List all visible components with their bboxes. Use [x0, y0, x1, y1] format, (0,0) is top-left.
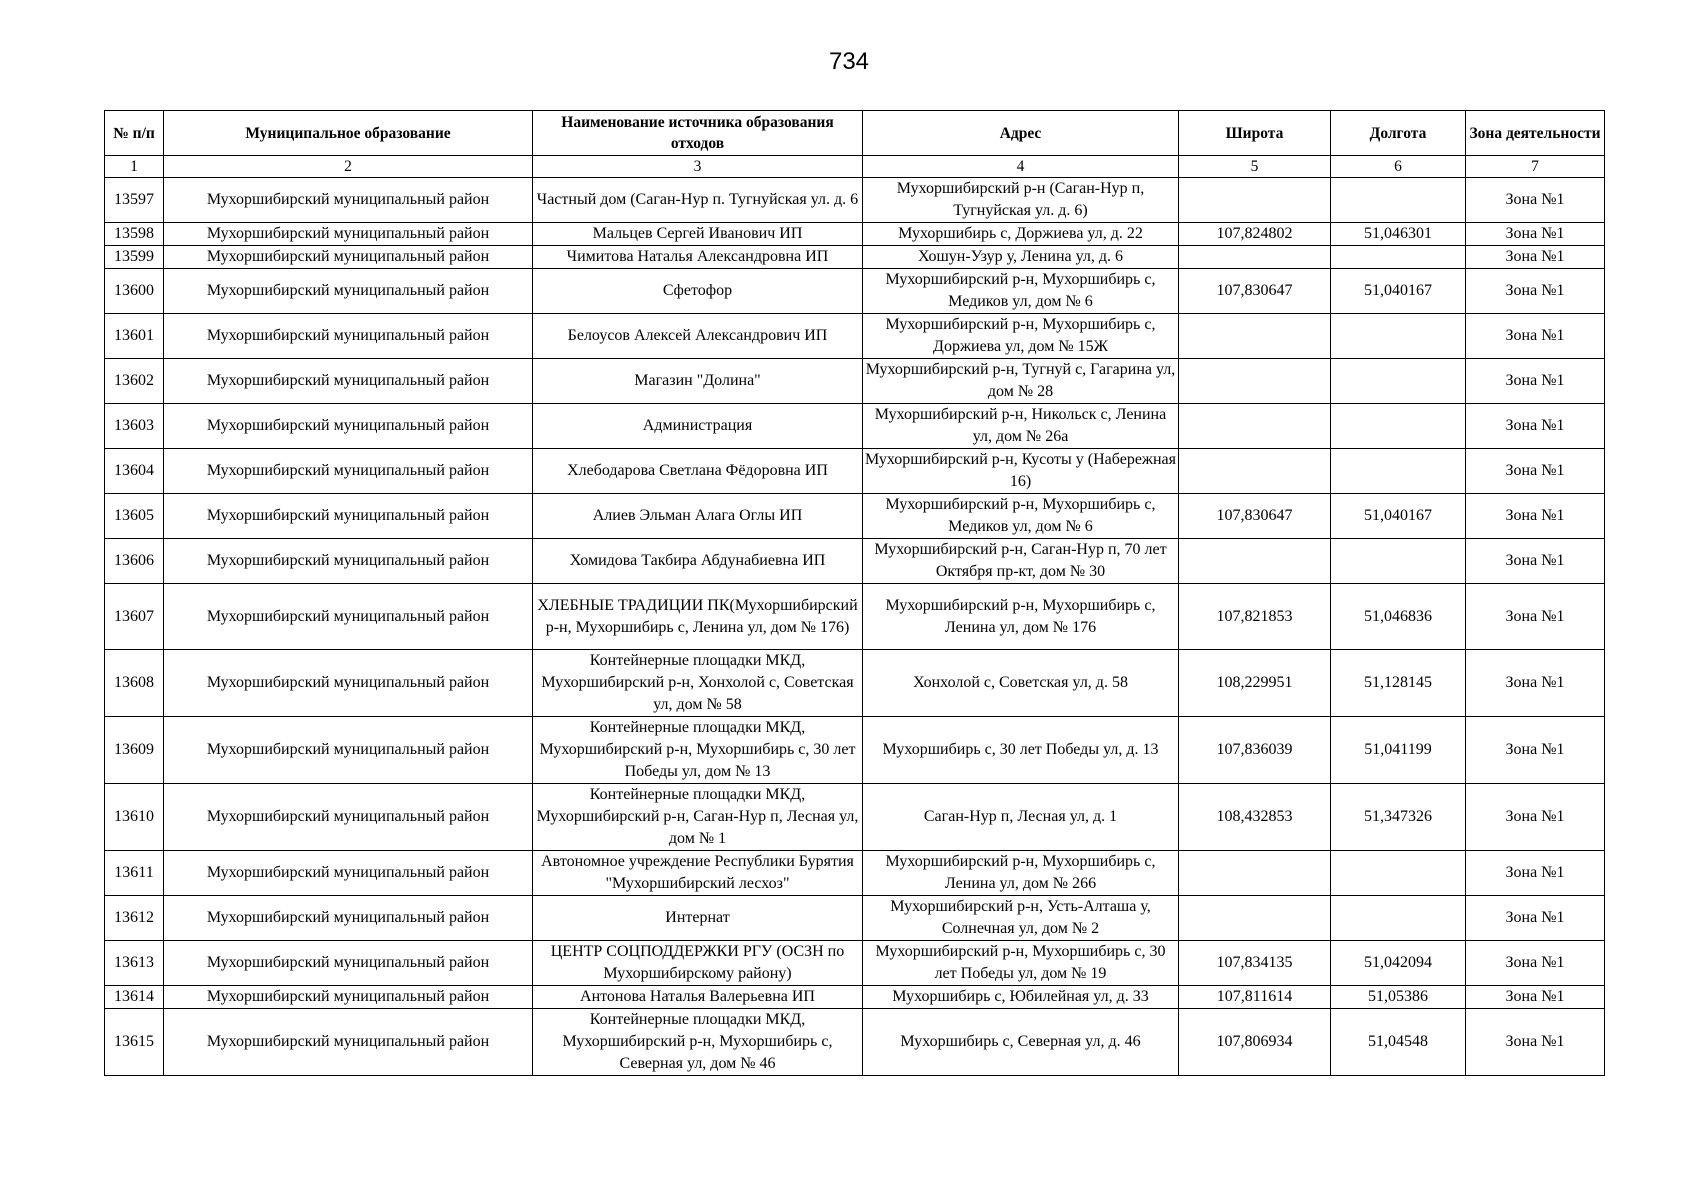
source-name-cell: Хомидова Такбира Абдунабиевна ИП	[533, 539, 863, 584]
source-name-cell: Мальцев Сергей Иванович ИП	[533, 223, 863, 246]
column-number: 6	[1331, 156, 1466, 178]
latitude-cell: 108,432853	[1179, 784, 1331, 851]
address-cell: Мухоршибирь с, Доржиева ул, д. 22	[863, 223, 1179, 246]
row-number-cell: 13601	[105, 314, 164, 359]
longitude-cell: 51,046301	[1331, 223, 1466, 246]
latitude-cell	[1179, 896, 1331, 941]
source-name-cell: ЦЕНТР СОЦПОДДЕРЖКИ РГУ (ОСЗН по Мухоршибирскому району)	[533, 941, 863, 986]
municipality-cell: Мухоршибирский муниципальный район	[164, 851, 533, 896]
column-number: 5	[1179, 156, 1331, 178]
address-cell: Мухоршибирский р-н, Никольск с, Ленина ул, дом № 26а	[863, 404, 1179, 449]
municipality-cell: Мухоршибирский муниципальный район	[164, 223, 533, 246]
municipality-cell: Мухоршибирский муниципальный район	[164, 449, 533, 494]
zone-cell: Зона №1	[1466, 584, 1605, 650]
municipality-cell: Мухоршибирский муниципальный район	[164, 539, 533, 584]
row-number-cell: 13612	[105, 896, 164, 941]
source-name-cell: Белоусов Алексей Александрович ИП	[533, 314, 863, 359]
longitude-cell: 51,04548	[1331, 1009, 1466, 1076]
longitude-cell	[1331, 539, 1466, 584]
address-cell: Мухоршибирский р-н, Мухоршибирь с, Медиков ул, дом № 6	[863, 269, 1179, 314]
source-name-cell: Интернат	[533, 896, 863, 941]
row-number-cell: 13609	[105, 717, 164, 784]
source-name-cell: Контейнерные площадки МКД, Мухоршибирский р-н, Хонхолой с, Советская ул, дом № 58	[533, 650, 863, 717]
longitude-cell: 51,042094	[1331, 941, 1466, 986]
zone-cell: Зона №1	[1466, 404, 1605, 449]
longitude-cell: 51,128145	[1331, 650, 1466, 717]
latitude-cell: 107,824802	[1179, 223, 1331, 246]
source-name-cell: Хлебодарова Светлана Фёдоровна ИП	[533, 449, 863, 494]
table-row	[105, 539, 1605, 584]
source-name-cell: Антонова Наталья Валерьевна ИП	[533, 986, 863, 1009]
zone-cell: Зона №1	[1466, 178, 1605, 223]
row-number-cell: 13604	[105, 449, 164, 494]
table-row	[105, 314, 1605, 359]
column-number: 4	[863, 156, 1179, 178]
header-row	[105, 111, 1605, 156]
latitude-cell: 107,830647	[1179, 269, 1331, 314]
latitude-cell: 107,821853	[1179, 584, 1331, 650]
source-name-cell: Контейнерные площадки МКД, Мухоршибирский р-н, Мухоршибирь с, 30 лет Победы ул, дом № 13	[533, 717, 863, 784]
table-row	[105, 246, 1605, 269]
source-name-cell: Администрация	[533, 404, 863, 449]
latitude-cell	[1179, 404, 1331, 449]
latitude-cell	[1179, 539, 1331, 584]
zone-cell: Зона №1	[1466, 851, 1605, 896]
municipality-cell: Мухоршибирский муниципальный район	[164, 359, 533, 404]
address-cell: Мухоршибирский р-н, Усть-Алташа у, Солнечная ул, дом № 2	[863, 896, 1179, 941]
zone-cell: Зона №1	[1466, 449, 1605, 494]
latitude-cell	[1179, 851, 1331, 896]
table-row	[105, 896, 1605, 941]
zone-cell: Зона №1	[1466, 314, 1605, 359]
longitude-cell: 51,05386	[1331, 986, 1466, 1009]
table-row	[105, 404, 1605, 449]
row-number-cell: 13615	[105, 1009, 164, 1076]
table-row	[105, 494, 1605, 539]
latitude-cell	[1179, 246, 1331, 269]
zone-cell: Зона №1	[1466, 717, 1605, 784]
latitude-cell	[1179, 449, 1331, 494]
zone-cell: Зона №1	[1466, 986, 1605, 1009]
table-row	[105, 359, 1605, 404]
column-number: 2	[164, 156, 533, 178]
table-row	[105, 1009, 1605, 1076]
column-number: 3	[533, 156, 863, 178]
longitude-cell: 51,041199	[1331, 717, 1466, 784]
header-cell: Наименование источника образования отходов	[533, 111, 863, 156]
municipality-cell: Мухоршибирский муниципальный район	[164, 314, 533, 359]
table-row	[105, 851, 1605, 896]
address-cell: Мухоршибирский р-н, Мухоршибирь с, Медиков ул, дом № 6	[863, 494, 1179, 539]
zone-cell: Зона №1	[1466, 359, 1605, 404]
longitude-cell	[1331, 851, 1466, 896]
municipality-cell: Мухоршибирский муниципальный район	[164, 246, 533, 269]
row-number-cell: 13614	[105, 986, 164, 1009]
row-number-cell: 13610	[105, 784, 164, 851]
address-cell: Мухоршибирский р-н (Саган-Нур п, Тугнуйская ул. д. 6)	[863, 178, 1179, 223]
source-name-cell: Контейнерные площадки МКД, Мухоршибирский р-н, Мухоршибирь с, Северная ул, дом № 46	[533, 1009, 863, 1076]
address-cell: Хошун-Узур у, Ленина ул, д. 6	[863, 246, 1179, 269]
zone-cell: Зона №1	[1466, 650, 1605, 717]
longitude-cell: 51,046836	[1331, 584, 1466, 650]
longitude-cell	[1331, 359, 1466, 404]
row-number-cell: 13605	[105, 494, 164, 539]
source-name-cell: Чимитова Наталья Александровна ИП	[533, 246, 863, 269]
longitude-cell: 51,040167	[1331, 494, 1466, 539]
municipality-cell: Мухоршибирский муниципальный район	[164, 269, 533, 314]
source-name-cell: Магазин "Долина"	[533, 359, 863, 404]
address-cell: Мухоршибирь с, 30 лет Победы ул, д. 13	[863, 717, 1179, 784]
address-cell: Мухоршибирский р-н, Мухоршибирь с, Ленина ул, дом № 176	[863, 584, 1179, 650]
address-cell: Мухоршибирский р-н, Тугнуй с, Гагарина ул, дом № 28	[863, 359, 1179, 404]
row-number-cell: 13606	[105, 539, 164, 584]
header-cell: Муниципальное образование	[164, 111, 533, 156]
longitude-cell	[1331, 246, 1466, 269]
zone-cell: Зона №1	[1466, 246, 1605, 269]
address-cell: Мухоршибирь с, Северная ул, д. 46	[863, 1009, 1179, 1076]
source-name-cell: Алиев Эльман Алага Оглы ИП	[533, 494, 863, 539]
source-name-cell: Автономное учреждение Республики Бурятия "Мухоршибирский лесхоз"	[533, 851, 863, 896]
address-cell: Мухоршибирский р-н, Мухоршибирь с, Доржиева ул, дом № 15Ж	[863, 314, 1179, 359]
zone-cell: Зона №1	[1466, 269, 1605, 314]
zone-cell: Зона №1	[1466, 1009, 1605, 1076]
municipality-cell: Мухоршибирский муниципальный район	[164, 178, 533, 223]
zone-cell: Зона №1	[1466, 784, 1605, 851]
row-number-cell: 13607	[105, 584, 164, 650]
zone-cell: Зона №1	[1466, 494, 1605, 539]
address-cell: Саган-Нур п, Лесная ул, д. 1	[863, 784, 1179, 851]
table-row	[105, 717, 1605, 784]
municipality-cell: Мухоршибирский муниципальный район	[164, 896, 533, 941]
municipality-cell: Мухоршибирский муниципальный район	[164, 717, 533, 784]
municipality-cell: Мухоршибирский муниципальный район	[164, 1009, 533, 1076]
source-name-cell: ХЛЕБНЫЕ ТРАДИЦИИ ПК(Мухоршибирский р-н, Мухоршибирь с, Ленина ул, дом № 176)	[533, 584, 863, 650]
table-row	[105, 986, 1605, 1009]
row-number-cell: 13611	[105, 851, 164, 896]
row-number-cell: 13597	[105, 178, 164, 223]
municipality-cell: Мухоршибирский муниципальный район	[164, 404, 533, 449]
latitude-cell: 107,836039	[1179, 717, 1331, 784]
latitude-cell	[1179, 314, 1331, 359]
latitude-cell: 107,806934	[1179, 1009, 1331, 1076]
address-cell: Мухоршибирский р-н, Мухоршибирь с, Ленина ул, дом № 266	[863, 851, 1179, 896]
longitude-cell: 51,040167	[1331, 269, 1466, 314]
header-cell: Зона деятельности	[1466, 111, 1605, 156]
table-row	[105, 784, 1605, 851]
longitude-cell	[1331, 449, 1466, 494]
header-cell: Долгота	[1331, 111, 1466, 156]
header-cell: № п/п	[105, 111, 164, 156]
latitude-cell	[1179, 178, 1331, 223]
row-number-cell: 13602	[105, 359, 164, 404]
source-name-cell: Сфетофор	[533, 269, 863, 314]
column-number: 1	[105, 156, 164, 178]
latitude-cell: 107,834135	[1179, 941, 1331, 986]
zone-cell: Зона №1	[1466, 896, 1605, 941]
table-row	[105, 178, 1605, 223]
address-cell: Мухоршибирский р-н, Кусоты у (Набережная 16)	[863, 449, 1179, 494]
latitude-cell: 108,229951	[1179, 650, 1331, 717]
table-row	[105, 584, 1605, 650]
zone-cell: Зона №1	[1466, 223, 1605, 246]
column-number-row	[105, 156, 1605, 178]
longitude-cell	[1331, 178, 1466, 223]
municipality-cell: Мухоршибирский муниципальный район	[164, 494, 533, 539]
table-row	[105, 449, 1605, 494]
longitude-cell	[1331, 896, 1466, 941]
latitude-cell: 107,811614	[1179, 986, 1331, 1009]
longitude-cell	[1331, 404, 1466, 449]
latitude-cell: 107,830647	[1179, 494, 1331, 539]
municipality-cell: Мухоршибирский муниципальный район	[164, 784, 533, 851]
row-number-cell: 13613	[105, 941, 164, 986]
table-row	[105, 941, 1605, 986]
header-cell: Адрес	[863, 111, 1179, 156]
zone-cell: Зона №1	[1466, 941, 1605, 986]
row-number-cell: 13600	[105, 269, 164, 314]
waste-sources-table	[104, 110, 1605, 1076]
row-number-cell: 13598	[105, 223, 164, 246]
table-row	[105, 223, 1605, 246]
address-cell: Мухоршибирь с, Юбилейная ул, д. 33	[863, 986, 1179, 1009]
table-row	[105, 650, 1605, 717]
address-cell: Хонхолой с, Советская ул, д. 58	[863, 650, 1179, 717]
address-cell: Мухоршибирский р-н, Саган-Нур п, 70 лет Октября пр-кт, дом № 30	[863, 539, 1179, 584]
table-row	[105, 269, 1605, 314]
latitude-cell	[1179, 359, 1331, 404]
address-cell: Мухоршибирский р-н, Мухоршибирь с, 30 лет Победы ул, дом № 19	[863, 941, 1179, 986]
longitude-cell	[1331, 314, 1466, 359]
municipality-cell: Мухоршибирский муниципальный район	[164, 584, 533, 650]
row-number-cell: 13603	[105, 404, 164, 449]
table-body	[105, 178, 1605, 1076]
longitude-cell: 51,347326	[1331, 784, 1466, 851]
row-number-cell: 13599	[105, 246, 164, 269]
municipality-cell: Мухоршибирский муниципальный район	[164, 986, 533, 1009]
source-name-cell: Частный дом (Саган-Нур п. Тугнуйская ул. д. 6	[533, 178, 863, 223]
page-number: 734	[828, 48, 870, 75]
row-number-cell: 13608	[105, 650, 164, 717]
municipality-cell: Мухоршибирский муниципальный район	[164, 941, 533, 986]
municipality-cell: Мухоршибирский муниципальный район	[164, 650, 533, 717]
source-name-cell: Контейнерные площадки МКД, Мухоршибирский р-н, Саган-Нур п, Лесная ул, дом № 1	[533, 784, 863, 851]
zone-cell: Зона №1	[1466, 539, 1605, 584]
column-number: 7	[1466, 156, 1605, 178]
header-cell: Широта	[1179, 111, 1331, 156]
